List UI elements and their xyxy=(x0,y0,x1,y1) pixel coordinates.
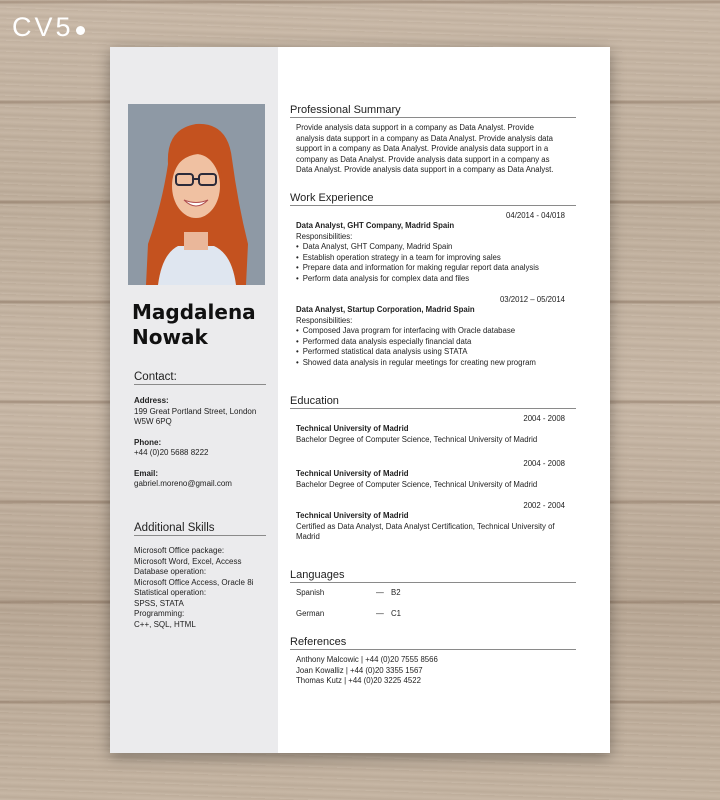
skill-line: Microsoft Word, Excel, Access xyxy=(134,556,242,566)
edu-entry xyxy=(296,424,581,445)
bullet-item: • Performed statistical data analysis using STATA xyxy=(296,347,581,358)
reference-line: Thomas Kutz | +44 (0)20 3225 4522 xyxy=(296,676,421,685)
email-value: gabriel.moreno@gmail.com xyxy=(134,479,232,488)
languages-heading: Languages xyxy=(290,569,576,583)
reference-line: Anthony Malcowic | +44 (0)20 7555 8566 xyxy=(296,655,438,664)
skill-line: Microsoft Office Access, Oracle 8i xyxy=(134,577,254,587)
summary-line: Data Analyst. Provide analysis data support in a company as Data Analyst. xyxy=(296,165,554,174)
bullet-item: • Establish operation strategy in a team for improving sales xyxy=(296,253,581,264)
bullet-item: • Data Analyst, GHT Company, Madrid Spain xyxy=(296,242,581,253)
language-level: C1 xyxy=(391,609,401,618)
job-date: 04/2014 - 04/018 xyxy=(506,211,565,220)
skill-line: Microsoft Office package: xyxy=(134,546,225,555)
last-name: Nowak xyxy=(132,325,208,349)
language-dash: — xyxy=(376,588,384,597)
language-name: German xyxy=(296,609,325,618)
edu-date: 2004 - 2008 xyxy=(523,414,565,423)
summary-line: analysis data support in a company as Data Analyst. Provide analysis data xyxy=(296,133,554,143)
work-heading: Work Experience xyxy=(290,192,576,206)
job-title: Data Analyst, Startup Corporation, Madrid Spain xyxy=(296,305,475,314)
skill-line: C++, SQL, HTML xyxy=(134,619,196,629)
contact-heading: Contact: xyxy=(134,371,266,385)
edu-degree: Bachelor Degree of Computer Science, Technical University of Madrid xyxy=(296,434,538,444)
bullet-item: • Performed data analysis especially financial data xyxy=(296,337,581,348)
job-bullets xyxy=(296,242,581,284)
phone-value: +44 (0)20 5688 8222 xyxy=(134,448,209,457)
job-date: 03/2012 – 05/2014 xyxy=(499,295,565,304)
job-resp-label: Responsibilities: xyxy=(296,231,353,241)
job-entry xyxy=(296,305,581,368)
reference-line: Joan Kowalliz | +44 (0)20 3355 1567 xyxy=(296,665,423,675)
edu-school: Technical University of Madrid xyxy=(296,469,409,478)
candidate-name xyxy=(132,300,256,350)
skills-heading: Additional Skills xyxy=(134,522,266,536)
job-title: Data Analyst, GHT Company, Madrid Spain xyxy=(296,221,455,230)
skill-line: Programming: xyxy=(134,609,185,618)
summary-line: company as Data Analyst. Provide analysis data support in a company as xyxy=(296,154,550,164)
portrait-illustration xyxy=(128,104,265,285)
contact-block xyxy=(134,396,274,490)
address-line1: 199 Great Portland Street, London xyxy=(134,406,257,416)
references-heading: References xyxy=(290,636,576,650)
references-list xyxy=(296,655,581,687)
bullet-item: • Showed data analysis in regular meetings for creating new program xyxy=(296,358,581,369)
language-level: B2 xyxy=(391,588,401,597)
resume-sidebar xyxy=(110,47,278,753)
address-label: Address: xyxy=(134,396,169,405)
logo-dot-icon xyxy=(76,26,85,35)
resume-page xyxy=(110,47,610,753)
summary-heading: Professional Summary xyxy=(290,104,576,118)
edu-entry xyxy=(296,469,581,490)
edu-school: Technical University of Madrid xyxy=(296,424,409,433)
summary-text xyxy=(296,123,581,176)
skill-line: Database operation: xyxy=(134,567,207,576)
edu-school: Technical University of Madrid xyxy=(296,511,409,520)
language-name: Spanish xyxy=(296,588,325,597)
bullet-item: • Composed Java program for interfacing with Oracle database xyxy=(296,326,581,337)
education-heading: Education xyxy=(290,395,576,409)
skill-line: SPSS, STATA xyxy=(134,598,184,608)
job-bullets xyxy=(296,326,581,368)
edu-date: 2004 - 2008 xyxy=(523,459,565,468)
summary-line: Provide analysis data support in a company as Data Analyst. Provide xyxy=(296,123,534,132)
edu-degree: Certified as Data Analyst, Data Analyst Certification, Technical University of xyxy=(296,521,555,531)
edu-entry xyxy=(296,511,581,543)
bullet-item: • Perform data analysis for complex data and files xyxy=(296,274,581,285)
bullet-item: • Prepare data and information for making regular report data analysis xyxy=(296,263,581,274)
phone-label: Phone: xyxy=(134,437,162,447)
summary-line: support in a company as Data Analyst. Provide analysis data support in a xyxy=(296,144,549,153)
brand-logo xyxy=(12,12,85,43)
edu-date: 2002 - 2004 xyxy=(523,501,565,510)
address-line2: W5W 6PQ xyxy=(134,417,172,426)
logo-text: CV5 xyxy=(12,12,74,42)
profile-photo xyxy=(128,104,265,285)
skill-line: Statistical operation: xyxy=(134,588,207,597)
email-label: Email: xyxy=(134,468,159,478)
language-dash: — xyxy=(376,609,384,618)
job-resp-label: Responsibilities: xyxy=(296,315,353,325)
edu-degree-cont: Madrid xyxy=(296,532,320,541)
job-entry xyxy=(296,221,581,284)
first-name: Magdalena xyxy=(132,300,256,324)
skills-list xyxy=(134,546,274,630)
edu-degree: Bachelor Degree of Computer Science, Technical University of Madrid xyxy=(296,479,538,489)
